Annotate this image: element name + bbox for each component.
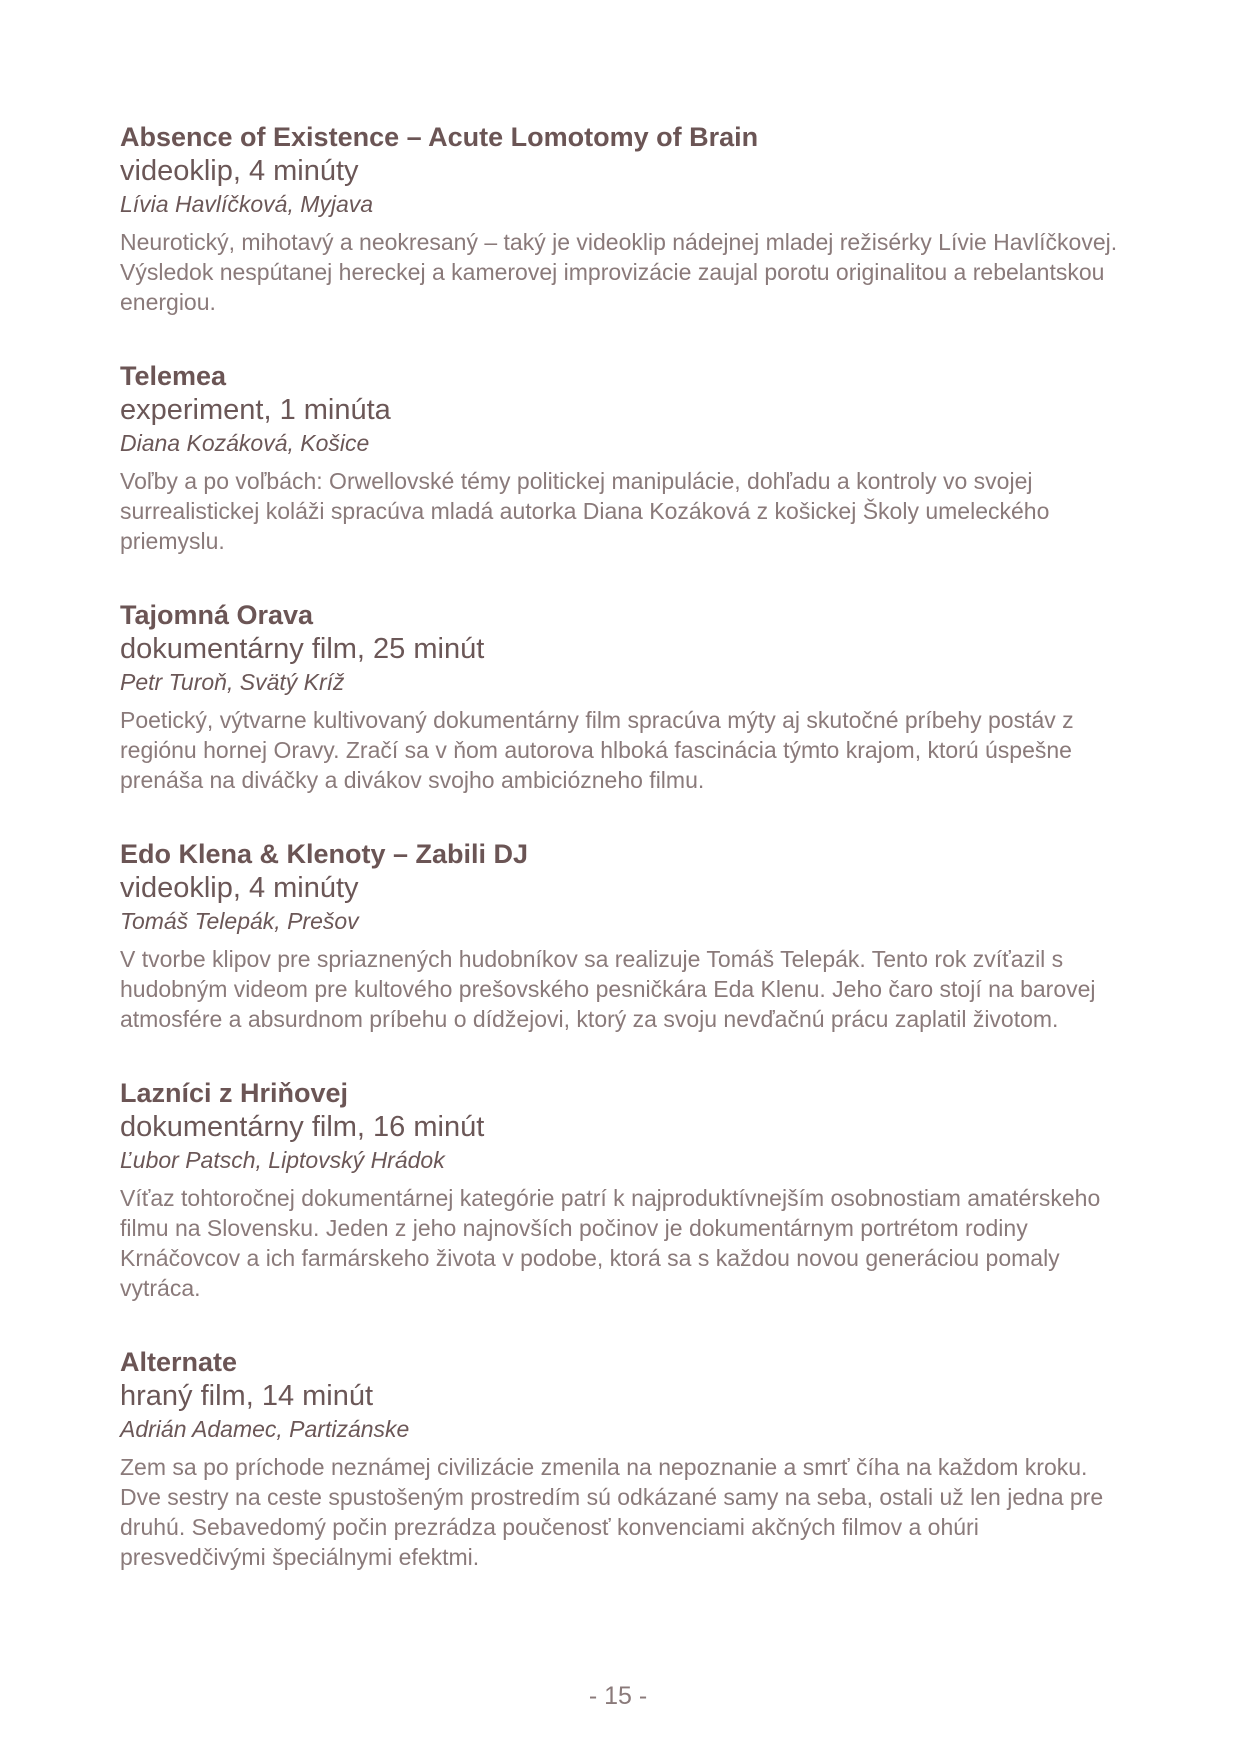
- film-title: Edo Klena & Klenoty – Zabili DJ: [120, 839, 529, 869]
- film-title: Tajomná Orava: [120, 600, 314, 630]
- film-genre: experiment, 1 minúta: [120, 394, 391, 426]
- film-entry: [120, 837, 1120, 1034]
- film-author: Adrián Adamec, Partizánske: [120, 1416, 410, 1442]
- film-author: Diana Kozáková, Košice: [120, 430, 370, 456]
- film-description: Voľby a po voľbách: Orwellovské témy politickej manipulácie, dohľadu a kontroly vo svojej surrealistickej koláži spracúva mladá autorka Diana Kozáková z košickej Školy umeleckého priemyslu.: [120, 468, 1050, 554]
- film-description: Víťaz tohtoročnej dokumentárnej kategórie patrí k najproduktívnejším osobnostiam amatérskeho filmu na Slovensku. Jeden z jeho najnovších počinov je dokumentárnym portrétom rodiny Krnáčovcov a ich farmárskeho života v podobe, ktorá sa s každou novou generáciou pomaly vytráca.: [120, 1185, 1101, 1301]
- film-description: Neurotický, mihotavý a neokresaný – taký je videoklip nádejnej mladej režisérky Lívie Havlíčkovej. Výsledok nespútanej hereckej a kamerovej improvizácie zaujal porotu originalitou a rebelantskou energiou.: [120, 229, 1118, 315]
- film-description: V tvorbe klipov pre spriaznených hudobníkov sa realizuje Tomáš Telepák. Tento rok zvíťazil s hudobným videom pre kultového prešovského pesničkára Eda Klenu. Jeho čaro stojí na barovej atmosfére a absurdnom príbehu o dídžejovi, ktorý za svoju nevďačnú prácu zaplatil životom.: [120, 946, 1096, 1032]
- film-genre: videoklip, 4 minúty: [120, 155, 359, 187]
- film-entry: [120, 1345, 1120, 1572]
- film-description: Zem sa po príchode neznámej civilizácie zmenila na nepoznanie a smrť číha na každom kroku. Dve sestry na ceste spustošeným prostredím sú odkázané samy na seba, ostali už len jedna pre druhú. Sebavedomý počin prezrádza poučenosť konvenciami akčných filmov a ohúri presvedčivými špeciálnymi efektmi.: [120, 1454, 1104, 1570]
- film-author: Tomáš Telepák, Prešov: [120, 908, 359, 934]
- film-title: Telemea: [120, 361, 227, 391]
- film-genre: dokumentárny film, 16 minút: [120, 1111, 485, 1143]
- film-entry: [120, 598, 1120, 795]
- film-genre: dokumentárny film, 25 minút: [120, 633, 485, 665]
- page-number: - 15 -: [588, 1682, 648, 1710]
- film-title: Alternate: [120, 1347, 238, 1377]
- film-entry: [120, 359, 1120, 556]
- film-description: Poetický, výtvarne kultivovaný dokumentárny film spracúva mýty aj skutočné príbehy postáv z regiónu hornej Oravy. Zračí sa v ňom autorova hlboká fascinácia týmto krajom, ktorú úspešne prenáša na diváčky a divákov svojho ambiciózneho filmu.: [120, 707, 1074, 793]
- film-author: Ľubor Patsch, Liptovský Hrádok: [120, 1147, 445, 1173]
- film-genre: hraný film, 14 minút: [120, 1380, 374, 1412]
- film-author: Lívia Havlíčková, Myjava: [120, 191, 374, 217]
- film-title: Absence of Existence – Acute Lomotomy of Brain: [120, 122, 759, 152]
- film-entry: [120, 120, 1120, 317]
- film-genre: videoklip, 4 minúty: [120, 872, 359, 904]
- document-page: [120, 120, 1120, 1614]
- film-title: Lazníci z Hriňovej: [120, 1078, 349, 1108]
- film-entry: [120, 1076, 1120, 1303]
- film-author: Petr Turoň, Svätý Kríž: [120, 669, 345, 695]
